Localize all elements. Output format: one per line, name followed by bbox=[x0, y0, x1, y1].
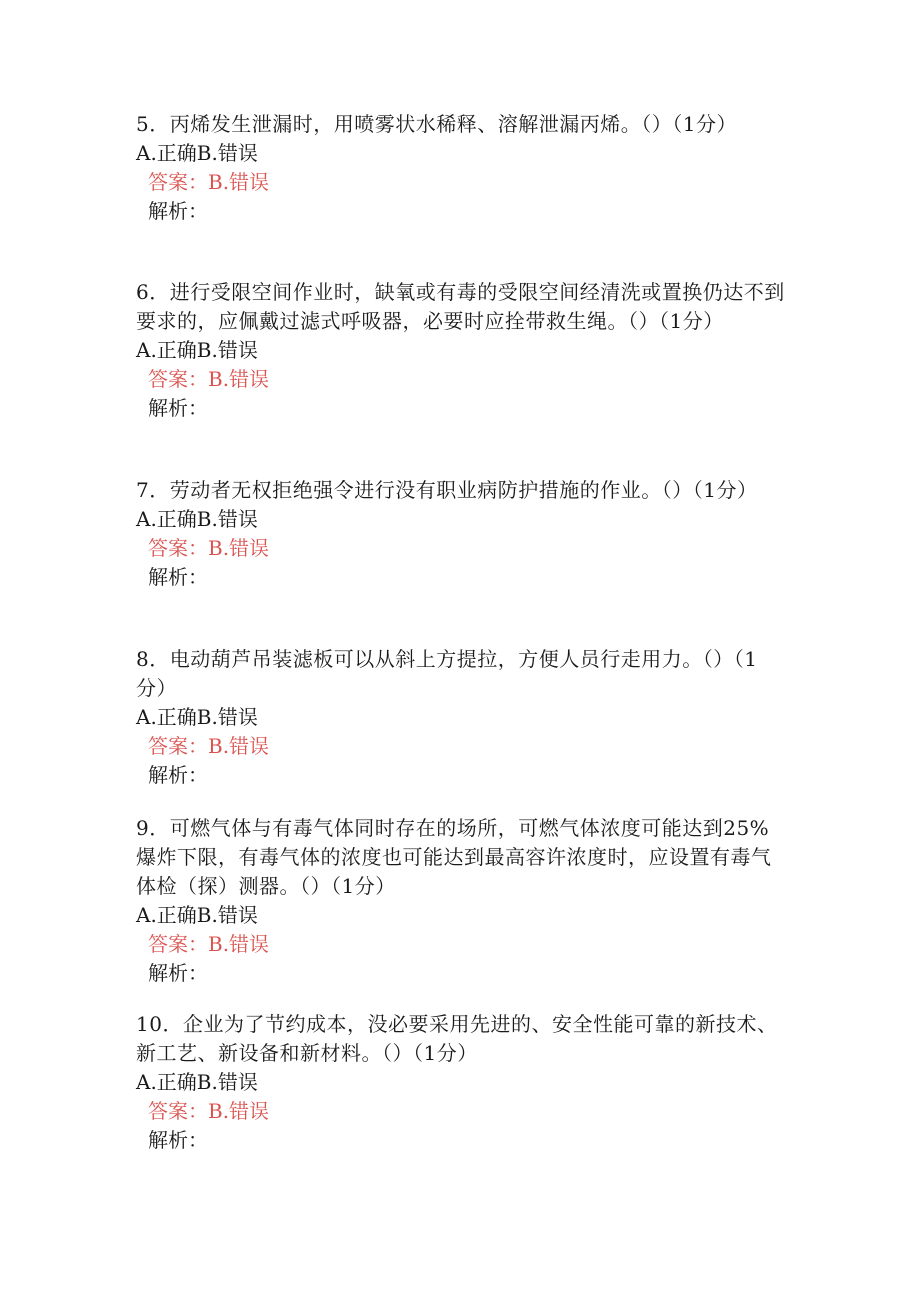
question-answer: 答案：B.错误 bbox=[148, 170, 270, 194]
question-answer: 答案：B.错误 bbox=[148, 367, 270, 391]
question-8 bbox=[136, 645, 786, 790]
question-options: A.正确B.错误 bbox=[136, 705, 258, 729]
question-options: A.正确B.错误 bbox=[136, 903, 258, 927]
question-options: A.正确B.错误 bbox=[136, 1070, 258, 1094]
question-text: 8．电动葫芦吊装滤板可以从斜上方提拉，方便人员行走用力。（）（1分） bbox=[136, 647, 758, 700]
question-answer: 答案：B.错误 bbox=[148, 536, 270, 560]
question-text: 7．劳动者无权拒绝强令进行没有职业病防护措施的作业。（）（1分） bbox=[136, 478, 758, 502]
question-options: A.正确B.错误 bbox=[136, 507, 258, 531]
question-answer: 答案：B.错误 bbox=[148, 1099, 270, 1123]
question-9 bbox=[136, 814, 786, 988]
question-analysis: 解析： bbox=[148, 961, 208, 985]
question-analysis: 解析： bbox=[148, 763, 208, 787]
question-text: 10．企业为了节约成本，没必要采用先进的、安全性能可靠的新技术、新工艺、新设备和新材料。（）（1分） bbox=[136, 1012, 778, 1065]
question-10 bbox=[136, 1010, 786, 1155]
question-analysis: 解析： bbox=[148, 1128, 208, 1152]
question-6 bbox=[136, 278, 786, 423]
question-text: 6．进行受限空间作业时，缺氧或有毒的受限空间经清洗或置换仍达不到要求的，应佩戴过滤式呼吸器，必要时应拴带救生绳。（）（1分） bbox=[136, 280, 785, 333]
question-5 bbox=[136, 110, 786, 226]
question-analysis: 解析： bbox=[148, 565, 208, 589]
question-7 bbox=[136, 476, 786, 592]
question-answer: 答案：B.错误 bbox=[148, 932, 270, 956]
question-options: A.正确B.错误 bbox=[136, 141, 258, 165]
question-text: 9．可燃气体与有毒气体同时存在的场所，可燃气体浓度可能达到25%爆炸下限，有毒气体的浓度也可能达到最高容许浓度时，应设置有毒气体检（探）测器。（）（1分） bbox=[136, 816, 772, 898]
question-answer: 答案：B.错误 bbox=[148, 734, 270, 758]
question-analysis: 解析： bbox=[148, 199, 208, 223]
question-analysis: 解析： bbox=[148, 396, 208, 420]
question-text: 5．丙烯发生泄漏时，用喷雾状水稀释、溶解泄漏丙烯。（）（1分） bbox=[136, 112, 737, 136]
question-options: A.正确B.错误 bbox=[136, 338, 258, 362]
